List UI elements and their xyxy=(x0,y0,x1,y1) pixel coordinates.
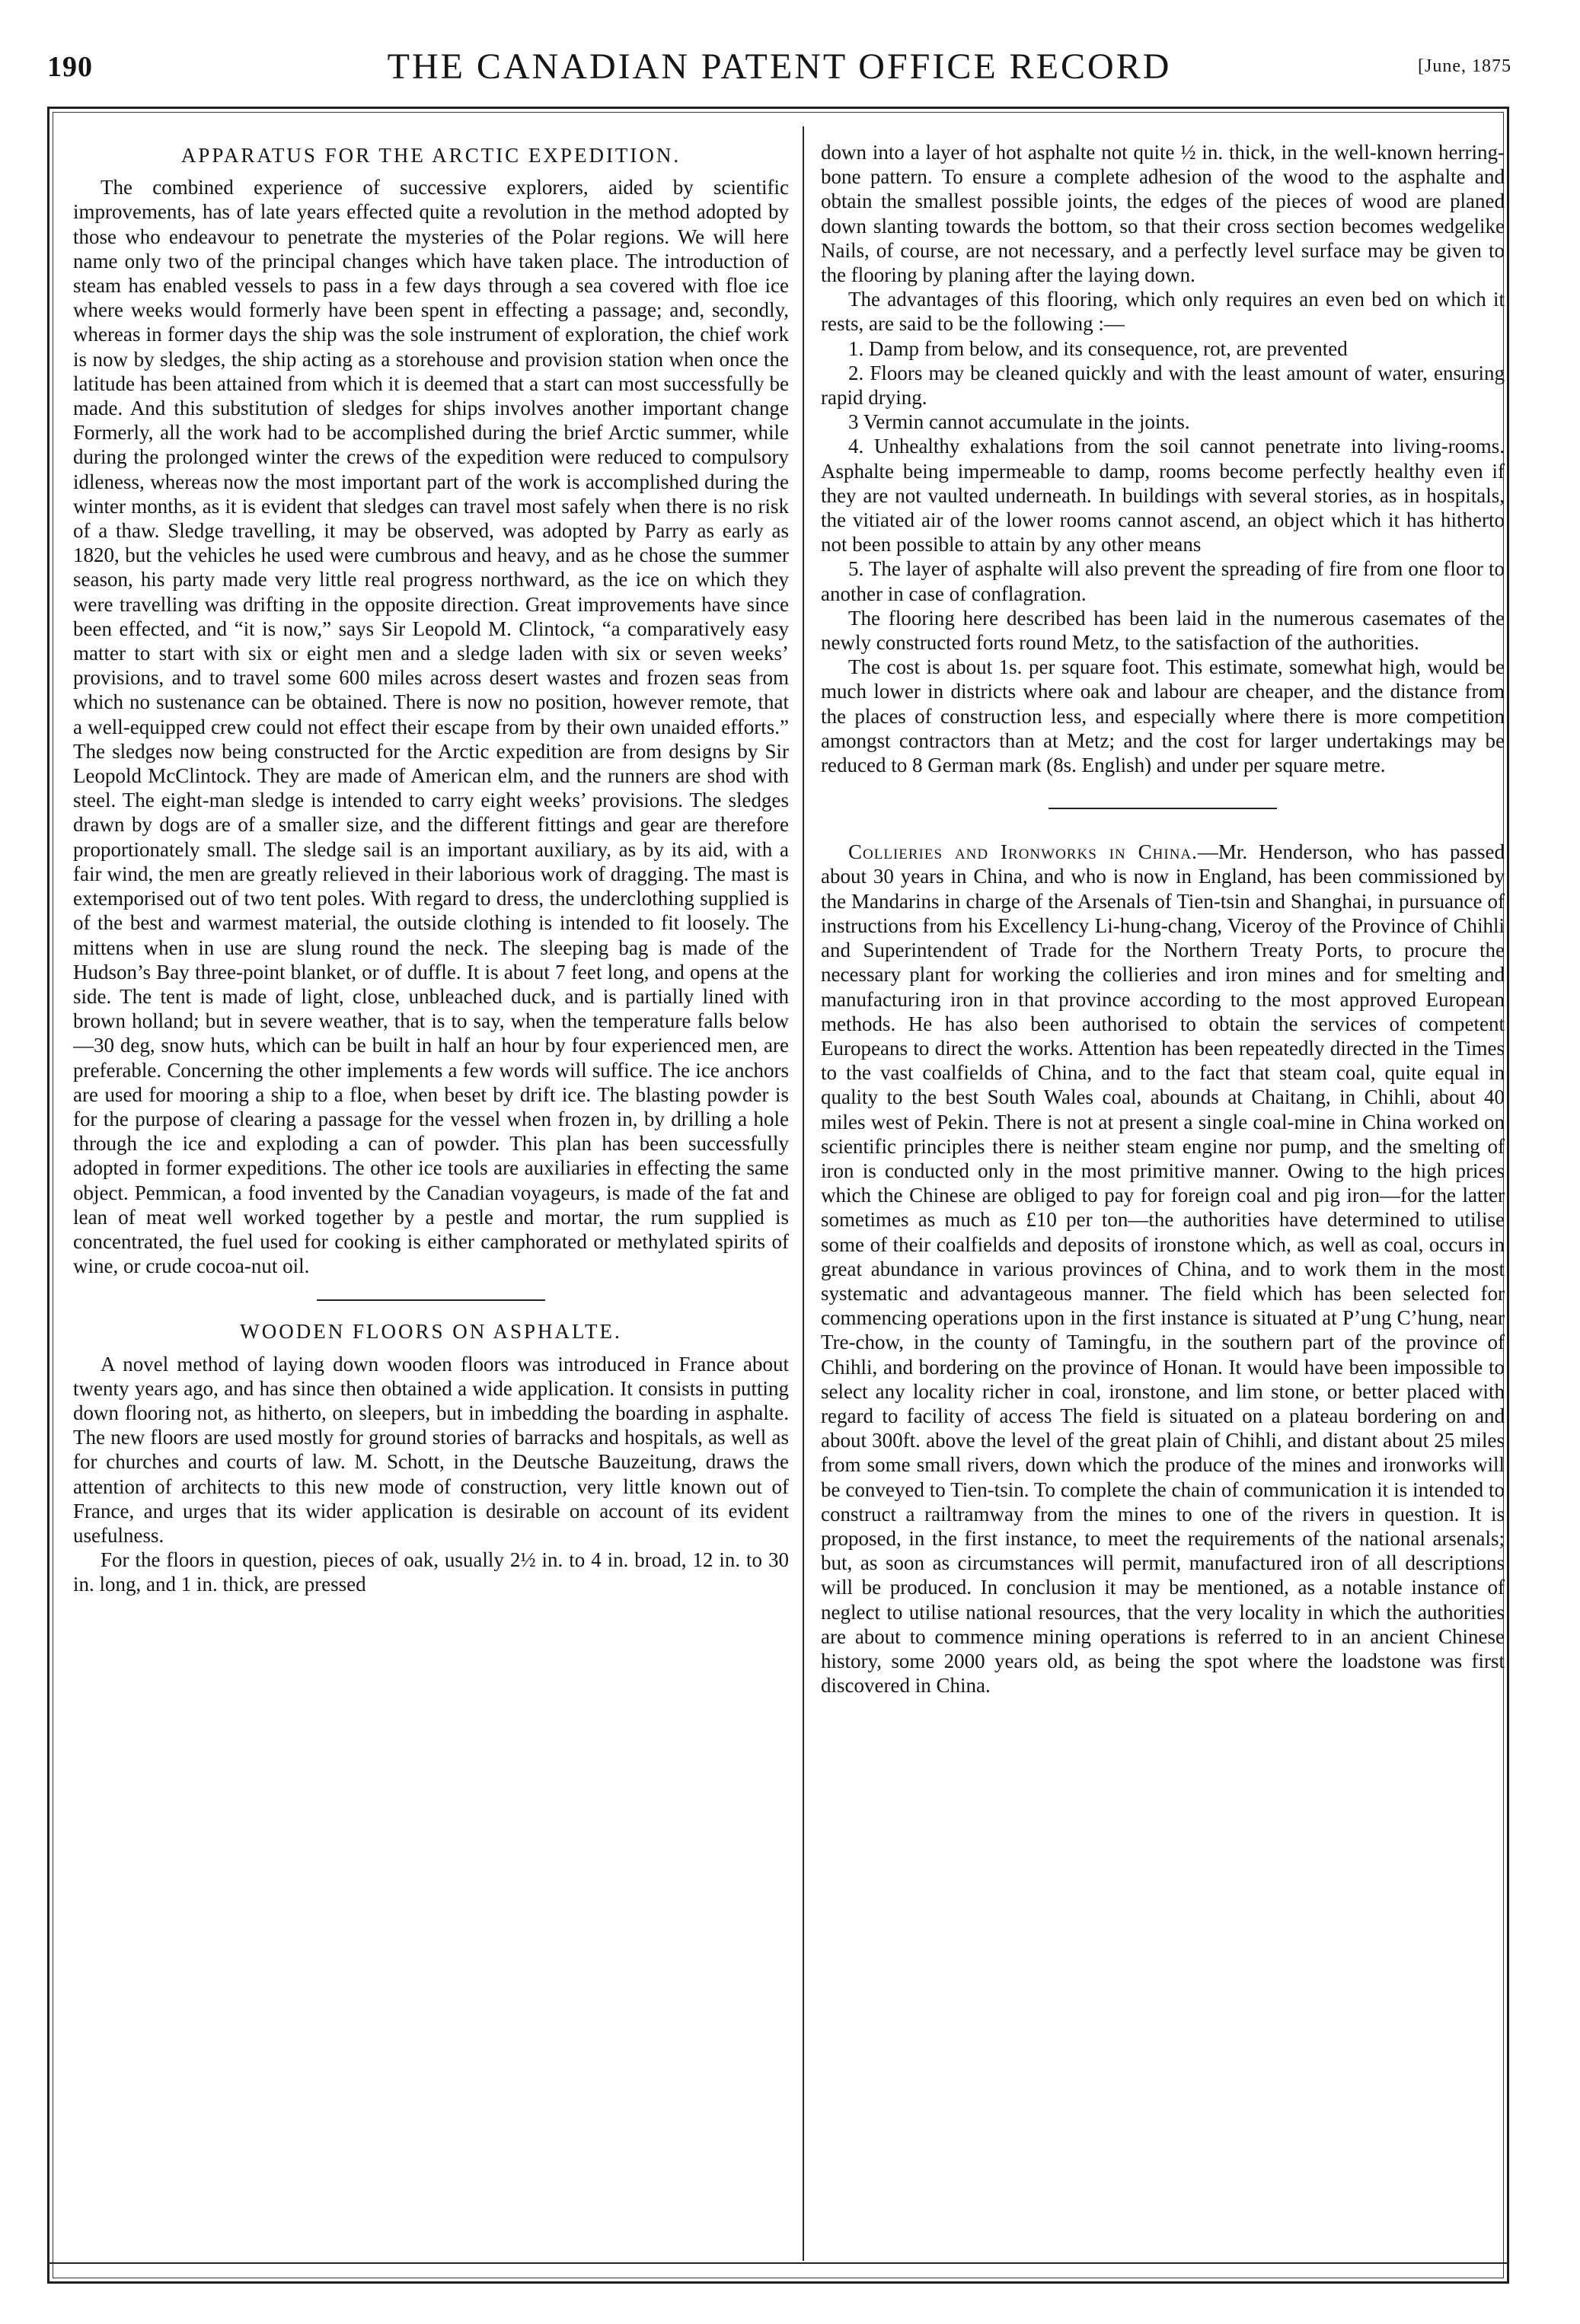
advantage-item-3: 3 Vermin cannot accumulate in the joints. xyxy=(848,410,1190,434)
advantage-item-4: 4. Unhealthy exhalations from the soil cannot penetrate into living-rooms. Asphalte being impermeable to damp, rooms become perfectly healthy even if they are not vaulted underneath. In buildings with several stories, as in hospitals, the vitiated air of the lower rooms cannot ascend, an object which it has hitherto not been possible to attain by any other means xyxy=(821,435,1505,556)
left-column xyxy=(73,140,789,1597)
column-divider xyxy=(803,126,804,2261)
section-divider xyxy=(1049,808,1277,809)
advantage-item-5: 5. The layer of asphalte will also prevent the spreading of fire from one floor to another in case of conflagration. xyxy=(821,557,1505,605)
issue-date: [June, 1875 xyxy=(1418,56,1511,76)
right-column xyxy=(821,140,1505,1698)
wooden-floors-heading: WOODEN FLOORS ON ASPHALTE. xyxy=(240,1320,622,1344)
arctic-paragraph: The combined experience of successive explorers, aided by scientific improvements, has of late years effected quite a revolution in the method adopted by those who endeavour to penetrate the mysteries of the Polar regions. We will here name only two of the principal changes which have taken place. The introduction of steam has enabled vessels to pass in a few days through a sea covered with floe ice where weeks would formerly have been spent in effecting a passage; and, secondly, whereas in former days the ship was the sole instrument of exploration, the chief work is now by sledges, the ship acting as a storehouse and provision station when once the latitude has been attained from which it is deemed that a start can most successfully be made. And this substitution of sledges for ships involves another important change Formerly, all the work had to be accomplished during the brief Arctic summer, while during the prolonged winter the crews of the expedition were reduced to compulsory idleness, whereas now the most important part of the work is accomplished during the winter months, as it is evident that sledges can travel most safely when there is no risk of a thaw. Sledge travelling, it may be observed, was adopted by Parry as early as 1820, but the vehicles he used were cumbrous and heavy, and as he chose the summer season, his party made very little real progress northward, as the ice on which they were travelling was drifting in the opposite direction. Great improvements have since been effected, and “it is now,” says Sir Leopold M. Clintock, “a comparatively easy matter to start with six or eight men and a sledge laden with six or seven weeks’ provisions, and to travel some 600 miles across desert wastes and frozen seas from which no sustenance can be obtained. There is now no position, however remote, that a well-equipped crew could not effect their escape from by their own unaided efforts.” The sledges now being constructed for the Arctic expedition are from designs by Sir Leopold McClintock. They are made of American elm, and the runners are shod with steel. The eight-man sledge is intended to carry eight weeks’ provisions. The sledges drawn by dogs are of a smaller size, and the different fittings and gear are therefore proportionately small. The sledge sail is an important auxiliary, as by its aid, with a fair wind, the men are greatly relieved in their laborious work of dragging. The mast is extemporised out of two tent poles. With regard to dress, the underclothing supplied is of the best and warmest material, the outside clothing is intended to fit loosely. The mittens when in use are slung round the neck. The sleeping bag is made of the Hudson’s Bay three-point blanket, or of duffle. It is about 7 feet long, and opens at the side. The tent is made of light, close, unbleached duck, and is partially lined with brown holland; but in severe weather, that is to say, when the temperature falls below—30 deg, snow huts, which can be built in half an hour by four experienced men, are preferable. Concerning the other implements a few words will suffice. The ice anchors are used for mooring a ship to a floe, when beset by drift ice. The blasting powder is for the purpose of clearing a passage for the vessel when frozen in, by drilling a hole through the ice and exploding a can of powder. This plan has been successfully adopted in former expeditions. The other ice tools are auxiliaries in effecting the same object. Pemmican, a food invented by the Canadian voyageurs, is made of the fat and lean of meat well worked together by a pestle and mortar, the rum supplied is concentrated, the fuel used for cooking is either camphorated or methylated spirits of wine, or crude cocoa-nut oil. xyxy=(73,176,789,1278)
section-divider xyxy=(317,1299,545,1301)
journal-title: THE CANADIAN PATENT OFFICE RECORD xyxy=(387,46,1172,87)
collieries-paragraph xyxy=(821,840,1505,1698)
advantage-item-1: 1. Damp from below, and its consequence, rot, are prevented xyxy=(848,336,1348,360)
collieries-body: —Mr. Henderson, who has passed about 30 years in China, and who is now in England, has been commissioned by the Mandarins in charge of the Arsenals of Tien-tsin and Shanghai, in pursuance of instructions from his Excellency Li-hung-chang, Viceroy of the Province of Chihli and Superintendent of Trade for the Northern Treaty Ports, to procure the necessary plant for working the collieries and iron mines and for smelting and manufacturing iron in that province according to the most approved European methods. He has also been authorised to obtain the services of competent Europeans to direct the works. Attention has been repeatedly directed in the Times to the vast coalfields of China, and to the fact that steam coal, quite equal in quality to the best South Wales coal, abounds at Chaitang, in Chihli, about 40 miles west of Pekin. There is not at present a single coal-mine in China worked on scientific principles there is neither steam engine nor pump, and the smelting of iron is conducted only in the most primitive manner. Owing to the high prices which the Chinese are obliged to pay for foreign coal and pig iron—for the latter sometimes as much as £10 per ton—the authorities have determined to utilise some of their coalfields and deposits of ironstone which, as well as coal, occurs in great abundance in various provinces of China, and to work them in the most systematic and advantageous manner. The field which has been selected for commencing operations upon in the first instance is situated at P’ung C’hung, near Tre-chow, in the county of Tamingfu, in the southern part of the province of Chihli, and bordering on the province of Honan. It would have been impossible to select any locality richer in coal, ironstone, and lim stone, or better placed with regard to facility of access The field is situated on a plateau bordering on and about 300ft. above the level of the great plain of Chihli, and distant about 25 miles from some small rivers, down which the produce of the mines and ironworks will be conveyed to Tien-tsin. To complete the chain of communication it is intended to construct a railtramway from the mines to one of the rivers in question. It is proposed, in the first instance, to meet the requirements of the national arsenals; but, as soon as circumstances will permit, manufactured iron of all descriptions will be produced. In conclusion it may be mentioned, as a notable instance of neglect to utilise national resources, that the very locality in which the authorities are about to commence mining operations is referred to in an ancient Chinese history, some 2000 years old, as being the spot where the loadstone was first discovered in China. xyxy=(821,840,1505,1698)
collieries-lead: Collieries and Ironworks in China. xyxy=(848,840,1198,864)
advantage-item-2: 2. Floors may be cleaned quickly and with the least amount of water, ensuring rapid drying. xyxy=(821,361,1505,410)
page-number: 190 xyxy=(47,51,93,83)
wooden-floors-paragraph-3: down into a layer of hot asphalte not quite ½ in. thick, in the well-known herring-bone pattern. To ensure a complete adhesion of the wood to the asphalte and obtain the smallest possible joints, the edges of the pieces of wood are planed down slanting towards the bottom, so that their cross section becomes wedgelike Nails, of course, are not necessary, and a perfectly level surface may be given to the flooring by planing after the laying down. xyxy=(821,141,1505,287)
wooden-floors-paragraph-2: For the floors in question, pieces of oak, usually 2½ in. to 4 in. broad, 12 in. to 30 in. long, and 1 in. thick, are pressed xyxy=(73,1548,789,1596)
wooden-floors-paragraph-5: The flooring here described has been laid in the numerous casemates of the newly constructed forts round Metz, to the satisfaction of the authorities. xyxy=(821,606,1505,655)
wooden-floors-paragraph-4: The advantages of this flooring, which only requires an even bed on which it rests, are said to be the following :— xyxy=(821,288,1505,336)
arctic-heading: APPARATUS FOR THE ARCTIC EXPEDITION. xyxy=(180,144,681,167)
wooden-floors-paragraph-6: The cost is about 1s. per square foot. This estimate, somewhat high, would be much lower in districts where oak and labour are cheaper, and the distance from the places of construction less, and especially where there is more competition amongst contractors than at Metz; and the cost for larger undertakings may be reduced to 8 German mark (8s. English) and under per square metre. xyxy=(821,655,1505,777)
bottom-rule xyxy=(47,2262,1509,2264)
wooden-floors-paragraph-1: A novel method of laying down wooden floors was introduced in France about twenty years ago, and has since then obtained a wide application. It consists in putting down flooring not, as hitherto, on sleepers, but in imbedding the boarding in asphalte. The new floors are used mostly for ground stories of barracks and hospitals, as well as for churches and courts of law. M. Schott, in the Deutsche Bauzeitung, draws the attention of architects to this new mode of construction, very little known out of France, and urges that its wider application is desirable on account of its evident usefulness. xyxy=(73,1352,789,1547)
running-head xyxy=(47,40,1511,100)
